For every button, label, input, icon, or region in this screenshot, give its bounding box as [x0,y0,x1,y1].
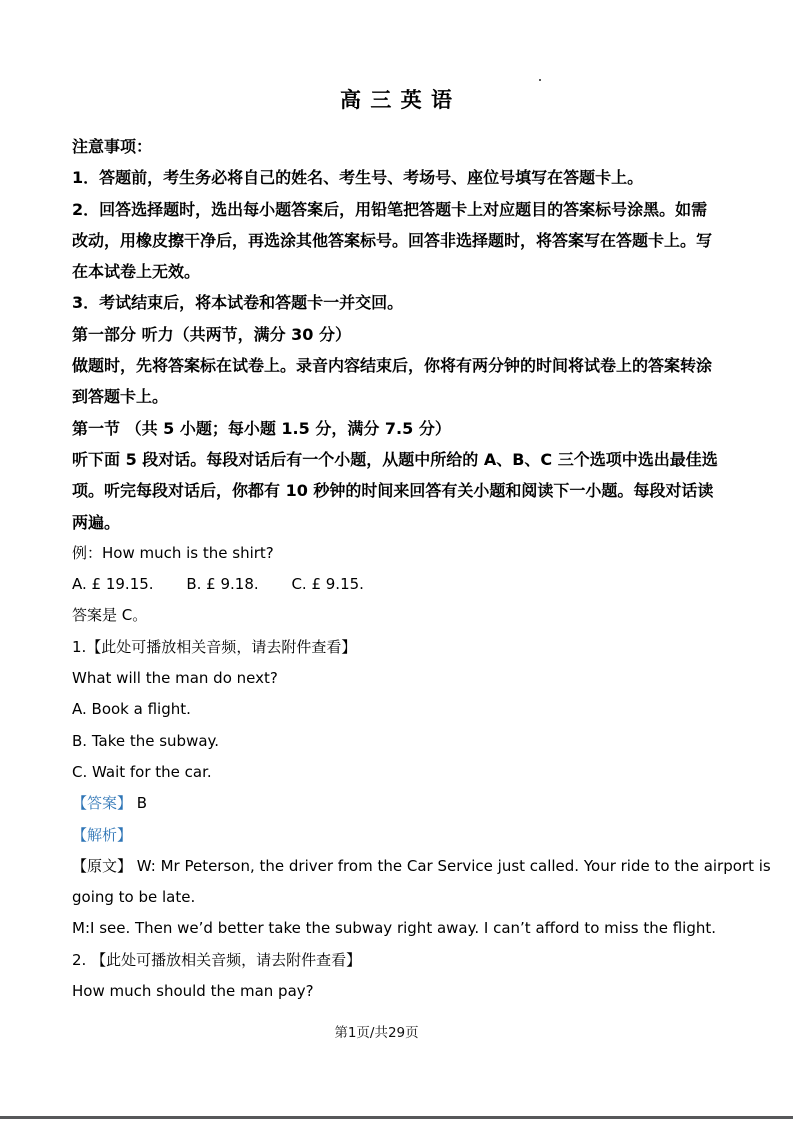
analysis-bracket-label: 【解析】 [72,825,133,844]
example-option-a: A. £ 19.15. [72,575,154,594]
answer-bracket-label: 【答案】 [72,794,133,813]
question1-option-b: B. Take the subway. [72,731,220,750]
question1-text: What will the man do next? [72,669,278,688]
notice-item-3: 3．考试结束后，将本试卷和答题卡一并交回。 [72,293,404,313]
example-question: 例：How much is the shirt? [72,543,274,562]
example-option-c: C. £ 9.15. [291,575,364,594]
bottom-edge-bar [0,1116,793,1119]
page-number-indicator: 第1页/共29页 [334,1025,419,1041]
notice-item-1: 1．答题前，考生务必将自己的姓名、考生号、考场号、座位号填写在答题卡上。 [72,168,644,188]
question1-original-line-3: M:I see. Then we’d better take the subway right away. I can’t afford to miss the flight. [72,919,717,938]
example-options-row [72,569,753,600]
section1-direction-line-1: 听下面 5 段对话。每段对话后有一个小题，从题中所给的 A、B、C 三个选项中选出最佳选 [72,449,718,469]
question1-answer-row [72,788,753,819]
question2-text: How much should the man pay? [72,982,314,1001]
answer-value: B [136,794,148,813]
part1-heading: 第一部分 听力（共两节，满分 30 分） [72,324,351,344]
question1-analysis-row [72,820,753,851]
question2-audio-note: 2. 【此处可播放相关音频，请去附件查看】 [72,950,362,969]
section1-heading: 第一节 （共 5 小题；每小题 1.5 分，满分 7.5 分） [72,418,451,438]
question1-original-line-1 [72,851,771,882]
page-title: 高 三 英 语 [340,88,453,112]
notice-item-2-line-1: 2．回答选择题时，选出每小题答案后，用铅笔把答题卡上对应题目的答案标号涂黑。如需 [72,199,708,219]
notice-heading: 注意事项： [72,137,153,156]
example-answer-note: 答案是 C。 [72,606,148,625]
part1-intro-line-1: 做题时，先将答案标在试卷上。录音内容结束后，你将有两分钟的时间将试卷上的答案转涂 [72,356,713,376]
section1-direction-line-3: 两遍。 [72,512,121,532]
question1-option-a: A. Book a flight. [72,700,191,719]
stray-dot-mark [539,79,541,81]
notice-item-2-line-2: 改动，用橡皮擦干净后，再选涂其他答案标号。回答非选择题时，将答案写在答题卡上。写 [72,230,713,250]
question1-audio-note: 1.【此处可播放相关音频，请去附件查看】 [72,637,357,656]
part1-intro-line-2: 到答题卡上。 [72,387,169,407]
question1-original-line-2: going to be late. [72,888,196,907]
section1-direction-line-2: 项。听完每段对话后，你都有 10 秒钟的时间来回答有关小题和阅读下一小题。每段对话读 [72,481,714,501]
original-bracket-label: 【原文】 [72,856,133,875]
question1-option-c: C. Wait for the car. [72,762,212,781]
notice-item-2-line-3: 在本试卷上无效。 [72,262,201,282]
original-text-1: W: Mr Peterson, the driver from the Car Service just called. Your ride to the airport is [136,856,771,875]
example-option-b: B. £ 9.18. [186,575,259,594]
document-body [72,131,771,1007]
